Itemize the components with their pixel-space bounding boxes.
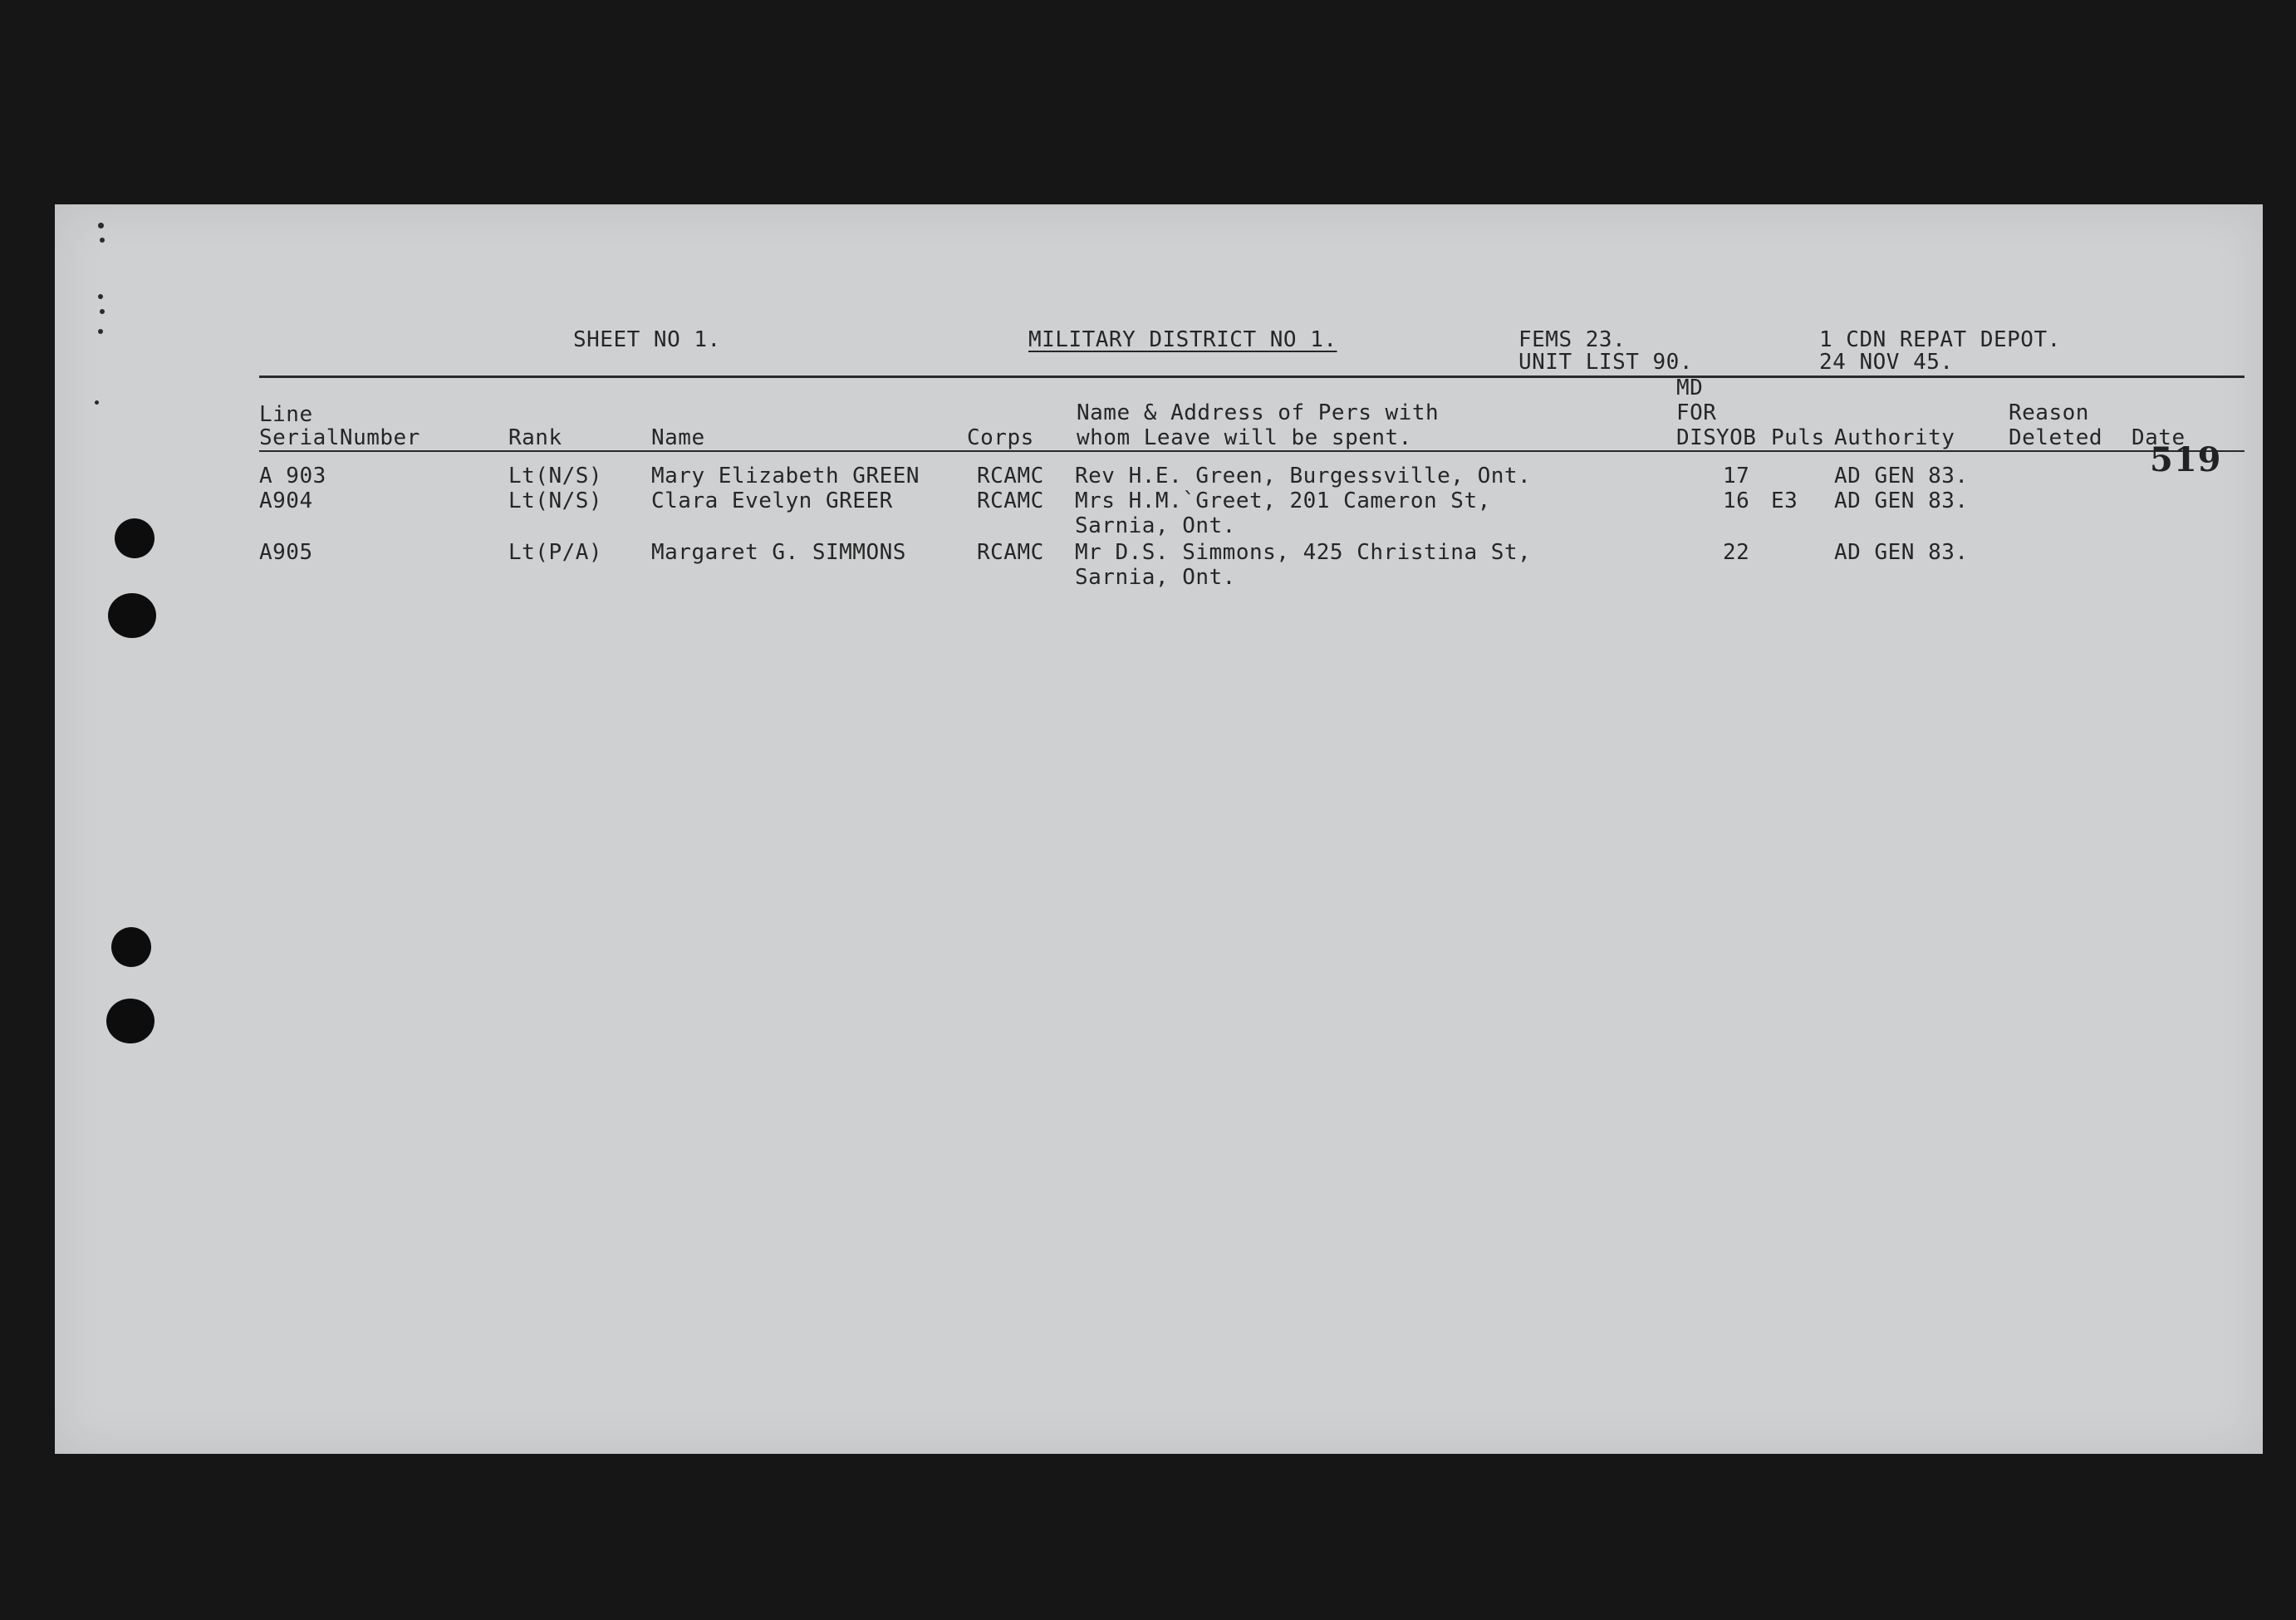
col-md: MD bbox=[1676, 376, 1704, 400]
col-puls: Puls bbox=[1771, 425, 1825, 450]
col-for: FOR bbox=[1676, 400, 1717, 425]
header-rule bbox=[259, 450, 2244, 452]
col-date: Date bbox=[2132, 425, 2186, 450]
sheet-date: 24 NOV 45. bbox=[1819, 350, 1954, 375]
row-address2: Sarnia, Ont. bbox=[1075, 565, 1236, 590]
col-name: Name bbox=[651, 425, 705, 450]
col-address-line1: Name & Address of Pers with bbox=[1077, 400, 1440, 425]
row-corps: RCAMC bbox=[977, 540, 1044, 565]
row-yob: 16 bbox=[1723, 488, 1750, 513]
speck bbox=[98, 223, 104, 228]
binder-hole bbox=[115, 518, 155, 558]
row-rank: Lt(N/S) bbox=[508, 464, 603, 488]
fems-code: FEMS 23. bbox=[1518, 327, 1626, 352]
row-yob: 22 bbox=[1723, 540, 1750, 565]
row-address1: Mrs H.M.`Greet, 201 Cameron St, bbox=[1075, 488, 1491, 513]
unit-list: UNIT LIST 90. bbox=[1518, 350, 1693, 375]
row-address1: Mr D.S. Simmons, 425 Christina St, bbox=[1075, 540, 1532, 565]
binder-hole bbox=[108, 593, 156, 638]
col-deleted: Deleted bbox=[2009, 425, 2103, 450]
row-puls: E3 bbox=[1771, 488, 1798, 513]
col-authority: Authority bbox=[1834, 425, 1955, 450]
col-line: Line bbox=[259, 402, 313, 427]
row-serial: A905 bbox=[259, 540, 313, 565]
col-yob: YOB bbox=[1716, 425, 1757, 450]
row-address2: Sarnia, Ont. bbox=[1075, 513, 1236, 538]
row-authority: AD GEN 83. bbox=[1834, 464, 1969, 488]
col-address-line2: whom Leave will be spent. bbox=[1077, 425, 1412, 450]
binder-hole bbox=[111, 927, 151, 967]
row-corps: RCAMC bbox=[977, 464, 1044, 488]
row-yob: 17 bbox=[1723, 464, 1750, 488]
col-rank: Rank bbox=[508, 425, 562, 450]
page-number: 519 bbox=[2150, 440, 2222, 479]
military-district: MILITARY DISTRICT NO 1. bbox=[1028, 327, 1337, 352]
row-serial: A904 bbox=[259, 488, 313, 513]
row-authority: AD GEN 83. bbox=[1834, 488, 1969, 513]
row-rank: Lt(P/A) bbox=[508, 540, 603, 565]
col-corps: Corps bbox=[967, 425, 1034, 450]
binder-hole bbox=[106, 999, 155, 1043]
col-dis: DIS bbox=[1676, 425, 1717, 450]
row-serial: A 903 bbox=[259, 464, 326, 488]
row-name: Clara Evelyn GREER bbox=[651, 488, 893, 513]
col-reason: Reason bbox=[2009, 400, 2089, 425]
document-sheet bbox=[55, 204, 2263, 1454]
sheet-number: SHEET NO 1. bbox=[573, 327, 721, 352]
row-authority: AD GEN 83. bbox=[1834, 540, 1969, 565]
row-name: Mary Elizabeth GREEN bbox=[651, 464, 920, 488]
speck bbox=[100, 238, 105, 243]
speck bbox=[98, 294, 103, 299]
row-corps: RCAMC bbox=[977, 488, 1044, 513]
speck bbox=[98, 329, 103, 334]
top-rule bbox=[259, 376, 2244, 378]
speck bbox=[95, 400, 99, 405]
depot-name: 1 CDN REPAT DEPOT. bbox=[1819, 327, 2061, 352]
row-rank: Lt(N/S) bbox=[508, 488, 603, 513]
row-address1: Rev H.E. Green, Burgessville, Ont. bbox=[1075, 464, 1532, 488]
col-serial-number: SerialNumber bbox=[259, 425, 420, 450]
speck bbox=[100, 309, 105, 314]
row-name: Margaret G. SIMMONS bbox=[651, 540, 906, 565]
